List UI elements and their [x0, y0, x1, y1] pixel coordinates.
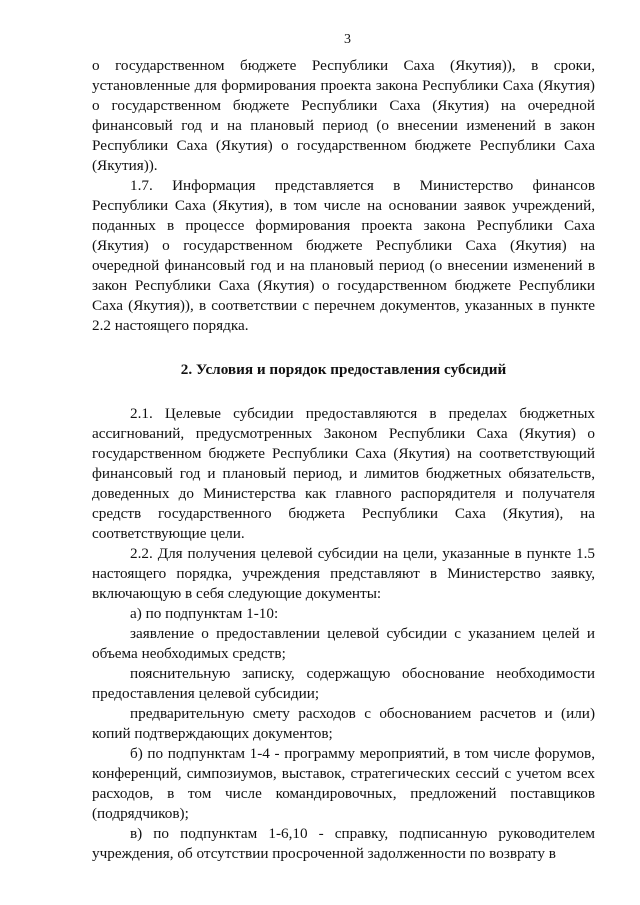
list-item-explanatory-note: пояснительную записку, содержащую обоснование необходимости предоставления целевой субсидии;	[92, 665, 595, 702]
paragraph-2-2: 2.2. Для получения целевой субсидии на цели, указанные в пункте 1.5 настоящего порядка, учреждения представляют в Министерство заявку, включающую в себя следующие документы:	[92, 545, 595, 602]
list-item-cost-estimate: предварительную смету расходов с обоснованием расчетов и (или) копий подтверждающих документов;	[92, 705, 595, 742]
paragraph-continuation: о государственном бюджете Республики Саха (Якутия)), в сроки, установленные для формирования проекта закона Республики Саха (Якутия) о государственном бюджете Республики Саха (Якутия) на очередной финансовый год и на плановый период (о внесении изменений в закон Республики Саха (Якутия) о государственном бюджете Республики Саха (Якутия)).	[92, 57, 595, 174]
page-number: 3	[344, 32, 351, 47]
section-heading: 2. Условия и порядок предоставления субсидий	[180, 361, 507, 378]
list-item-a: а) по подпунктам 1-10:	[130, 605, 279, 622]
list-item-b: б) по подпунктам 1-4 - программу мероприятий, в том числе форумов, конференций, симпозиумов, выставок, стратегических сессий с учетом всех расходов, в том числе командировочных, предложений поставщиков (подрядчиков);	[92, 745, 595, 822]
paragraph-1-7: 1.7. Информация представляется в Министерство финансов Республики Саха (Якутия), в том числе на основании заявок учреждений, поданных в процессе формирования проекта закона Республики Саха (Якутия) о государственном бюджете Республики Саха (Якутия) на очередной финансовый год и на плановый период (о внесении изменений в закон Республики Саха (Якутия) о государственном бюджете Республики Саха (Якутия)), в соответствии с перечнем документов, указанных в пункте 2.2 настоящего порядка.	[92, 177, 595, 334]
paragraph-2-1: 2.1. Целевые субсидии предоставляются в пределах бюджетных ассигнований, предусмотренных Законом Республики Саха (Якутия) о государственном бюджете Республики Саха (Якутия) на соответствующий финансовый год и плановый период, и лимитов бюджетных обязательств, доведенных до Министерства как главного распорядителя и получателя средств государственного бюджета Республики Саха (Якутия), на соответствующие цели.	[92, 405, 595, 542]
list-item-application: заявление о предоставлении целевой субсидии с указанием целей и объема необходимых средств;	[92, 625, 595, 662]
list-item-v: в) по подпунктам 1-6,10 - справку, подписанную руководителем учреждения, об отсутствии просроченной задолженности по возврату в	[92, 825, 595, 862]
document-page	[92, 30, 595, 864]
